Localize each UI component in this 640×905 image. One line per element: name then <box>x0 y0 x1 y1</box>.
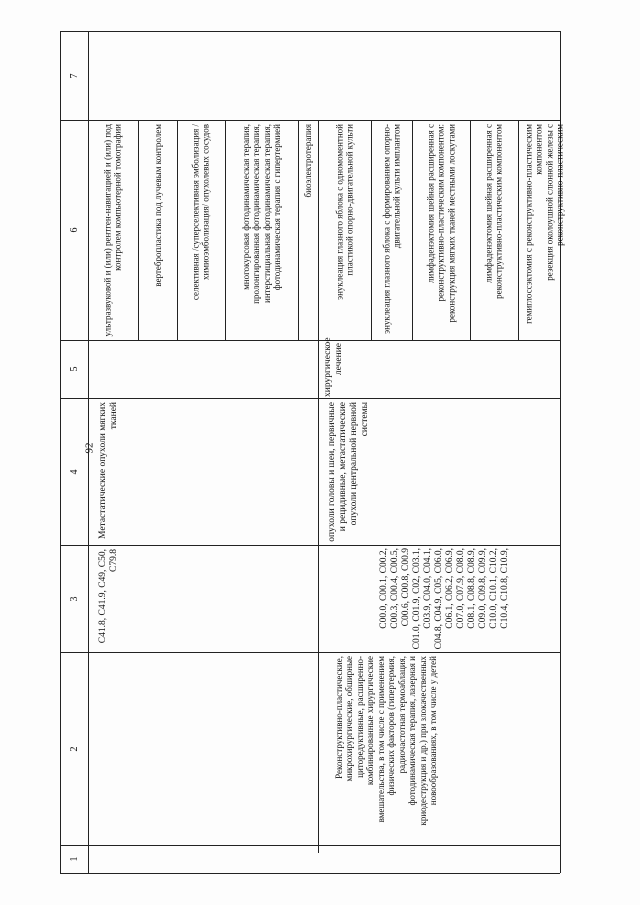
row2-disease: опухоли головы и шеи, первичные и рецидивные, метастатические опухоли центральной нервной системы <box>326 402 371 542</box>
column-number-5: 5 <box>69 366 81 372</box>
col-boundary-4-5 <box>60 398 560 399</box>
row1-method-3: селективная /суперселективная эмболизация /химиоэмболизация/ опухолевых сосудов <box>190 123 211 300</box>
column-number-7: 7 <box>69 73 81 78</box>
col-boundary-1-2 <box>60 845 560 846</box>
row2-codes: C00.0, C00.1, C00.2, C00.3, C00.4, C00.5, C00.6, C00.8, C00.9 C01.0, C01.9, C02, C03.1, C03.9, C04.0, C04.1, C04.8, C04.9, C05, C06.0, C06.1, C06.2, C06.9, C07.0, C07.9, C08.0, C08.1, C08.8, C08.9, C09.0, C09.8, C09.9, C10.0, C10.1, C10.2, C10.4, C10.8, C10.9, <box>378 548 511 650</box>
row1-method-1: ультразвуковой и (или) рентген-навигацией и (или) под контролем компьютерной томографии <box>102 123 123 336</box>
column-number-3: 3 <box>69 596 81 601</box>
col-boundary-6-7 <box>60 120 560 121</box>
row2-method-4: лимфаденэктомия шейная расширенная с реконструктивно-пластическим компонентом <box>483 123 504 299</box>
row1-method-2: вертебропластика под лучевым контролем <box>152 123 163 287</box>
column-number-2: 2 <box>69 746 81 751</box>
column-number-6: 6 <box>69 227 81 233</box>
row2-treatment: хирургическое лечение <box>322 336 344 397</box>
row1-codes: C41.8, C41.9, C49, C50, C79.8 <box>97 549 119 644</box>
row1-method-5: биоэлектротерапия <box>302 123 313 197</box>
row2-method-6: резекция околоушной слюнной железы с реконструктивно-пластическим <box>544 123 565 281</box>
page-number: 92 <box>83 442 96 454</box>
table-bottom-border <box>60 873 560 874</box>
row2-method-3: лимфаденэктомия шейная расширенная с реконструктивно-пластическим компонентом: реконструкция мягких тканей местными лоскутами <box>425 123 457 323</box>
column-number-1: 1 <box>69 856 81 862</box>
col-boundary-5-6 <box>60 340 560 341</box>
table-left-border <box>60 31 61 873</box>
col-boundary-2-3 <box>60 652 560 653</box>
column-number-4: 4 <box>69 469 81 474</box>
row2-method-5: гемиглоссэктомия с реконструктивно-пластическим компонентом <box>523 123 544 324</box>
row1-method-4: многокурсовая фотодинамическая терапия, пролонгированная фотодинамическая терапия, интерстициальная фотодинамическая терапия, фотодинамическая терапия с гипертермией <box>240 123 282 304</box>
row2-type-of-care: Реконструктивно-пластические, микрохирургические, обширные циторедуктивные, расширенно-комбинированные хирургические вмешательства, в том числе с применением физических факторов (гипертермия, радиочастотная термоаблация, фотодинамическая терапия, лазерная и криодеструкция и др.) при злокачественных новообразованиях, в том числе у детей <box>333 655 438 826</box>
table-top-border <box>60 31 560 32</box>
col-boundary-3-4 <box>60 545 560 546</box>
row1-disease: Метастатические опухоли мягких тканей <box>97 402 119 539</box>
row2-method-2: энуклеация глазного яблока с формированием опорно-двигательной культи имплантом <box>381 123 402 334</box>
row2-method-1: энуклеация глазного яблока с одномоментной пластикой опорно-двигательной культи <box>334 123 355 300</box>
